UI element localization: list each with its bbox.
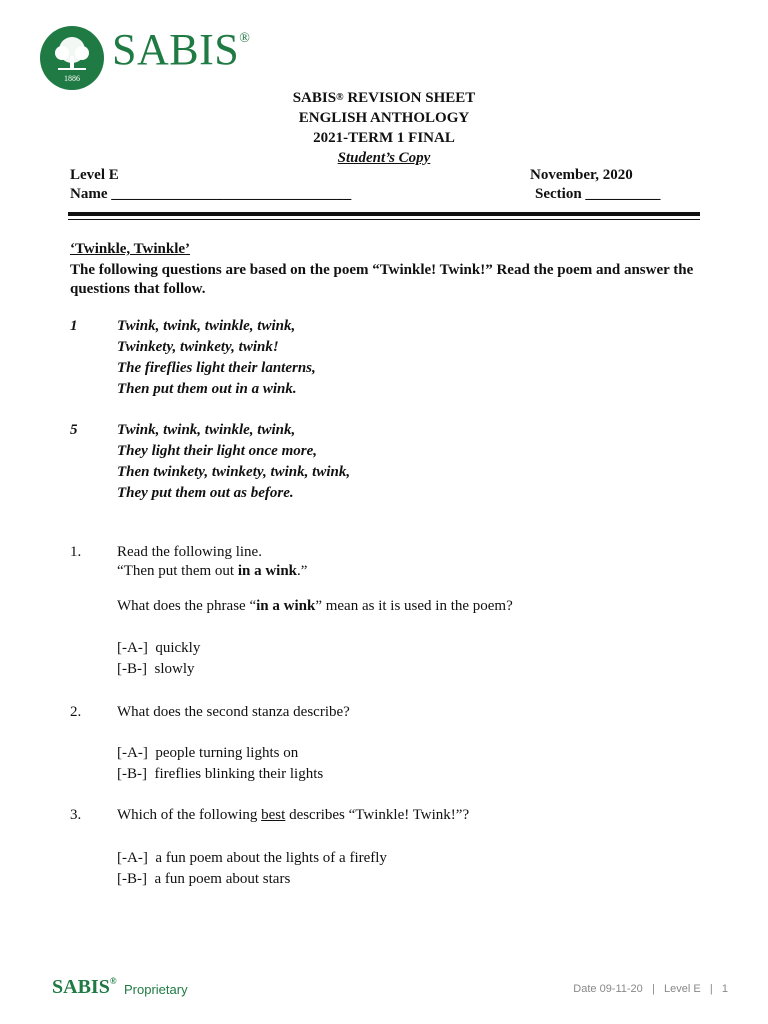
question-2-prompt: What does the second stanza describe? [117,704,350,720]
option-text: a fun poem about stars [154,871,291,887]
copy-label: Student’s Copy [337,150,431,166]
sabis-tree-logo [40,26,104,90]
option-label: [-B-] [117,661,147,677]
name-field: Name ________________________________ [70,186,352,202]
sheet-title: SABIS® REVISION SHEET [292,90,476,106]
option-b[interactable] [117,659,195,680]
poem-line: Then twinkety, twinkety, twink, twink, [117,464,351,480]
option-b[interactable] [117,869,290,890]
level-label: Level E [70,167,119,183]
option-text: fireflies blinking their lights [154,766,324,782]
poem-line: Then put them out in a wink. [117,381,297,397]
stanza-number: 1 [70,318,78,334]
subject-title: ENGLISH ANTHOLOGY [298,110,470,126]
footer-logo: SABIS® [52,976,117,998]
option-label: [-A-] [117,850,148,866]
option-text: a fun poem about the lights of a firefly [155,850,387,866]
question-number: 2. [70,704,82,720]
tree-icon [40,26,104,90]
header-rule-thick [68,212,700,216]
question-number: 3. [70,807,82,823]
stanza-number: 5 [70,422,78,438]
footer-page-info: Date 09-11-20 | Level E | 1 [573,983,728,995]
poem-line: They light their light once more, [117,443,318,459]
question-1-prompt: What does the phrase “in a wink” mean as it is used in the poem? [117,598,513,614]
poem-line: The fireflies light their lanterns, [117,360,316,376]
instructions: The following questions are based on the poem “Twinkle! Twink!” Read the poem and answer the questions that follow. [70,262,694,297]
question-number: 1. [70,544,82,560]
option-text: quickly [155,640,201,656]
stanza-1 [117,316,316,400]
option-label: [-B-] [117,766,147,782]
poem-line: Twinkety, twinkety, twink! [117,339,279,355]
header-rule-thin [68,219,700,220]
date-label: November, 2020 [530,167,633,183]
logo-wordmark: SABIS® [112,25,251,74]
poem-title: ‘Twinkle, Twinkle’ [70,241,191,257]
option-text: people turning lights on [155,745,299,761]
option-a[interactable] [117,743,298,764]
question-1-quote: “Then put them out in a wink.” [117,563,308,579]
option-label: [-A-] [117,640,148,656]
option-label: [-A-] [117,745,148,761]
poem-line: Twink, twink, twinkle, twink, [117,318,296,334]
option-text: slowly [154,661,195,677]
logo-year: 1886 [64,74,80,83]
question-1-intro: Read the following line. [117,544,262,560]
option-b[interactable] [117,764,323,785]
option-a[interactable] [117,848,387,869]
poem-line: Twink, twink, twinkle, twink, [117,422,296,438]
stanza-2 [117,420,350,504]
question-3-prompt: Which of the following best describes “Twinkle! Twink!”? [117,807,470,823]
section-field: Section __________ [535,186,661,202]
option-a[interactable] [117,638,200,659]
footer-proprietary: Proprietary [124,982,188,997]
term-title: 2021-TERM 1 FINAL [313,130,455,146]
poem-line: They put them out as before. [117,485,294,501]
option-label: [-B-] [117,871,147,887]
